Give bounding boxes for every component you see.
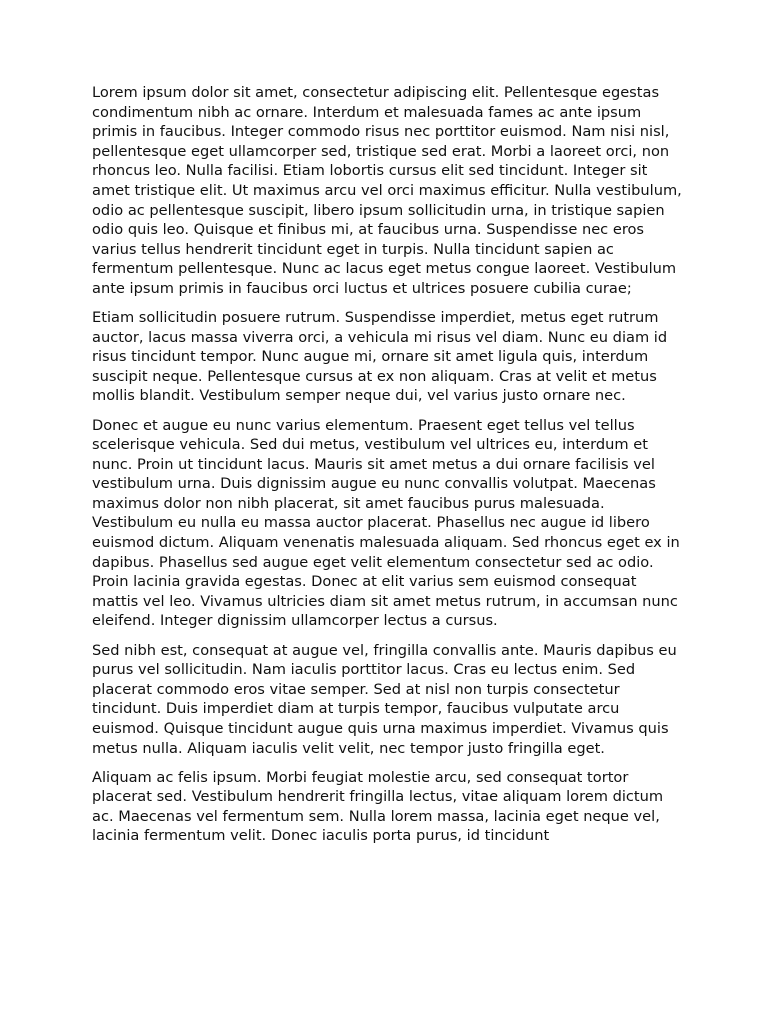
paragraph-4: Sed nibh est, consequat at augue vel, fringilla convallis ante. Mauris dapibus eu purus vel sollicitudin. Nam iaculis porttitor lacus. Cras eu lectus enim. Sed placerat commodo eros vitae semper. Sed at nisl non turpis consectetur tincidunt. Duis imperdiet diam at turpis tempor, faucibus vulputate arcu euismod. Quisque tincidunt augue quis urna maximus imperdiet. Vivamus quis metus nulla. Aliquam iaculis velit velit, nec tempor justo fringilla eget. [92, 641, 677, 757]
document-page [92, 83, 682, 933]
paragraph-5: Aliquam ac felis ipsum. Morbi feugiat molestie arcu, sed consequat tortor placerat sed. Vestibulum hendrerit fringilla lectus, vitae aliquam lorem dictum ac. Maecenas vel fermentum sem. Nulla lorem massa, lacinia eget neque vel, lacinia fermentum velit. Donec iaculis porta purus, id tincidunt [92, 768, 664, 845]
paragraph-1: Lorem ipsum dolor sit amet, consectetur adipiscing elit. Pellentesque egestas condimentum nibh ac ornare. Interdum et malesuada fames ac ante ipsum primis in faucibus. Integer commodo risus nec porttitor euismod. Nam nisi nisl, pellentesque eget ullamcorper sed, tristique sed erat. Morbi a laoreet orci, non rhoncus leo. Nulla facilisi. Etiam lobortis cursus elit sed tincidunt. Integer sit amet tristique elit. Ut maximus arcu vel orci maximus efficitur. Nulla vestibulum, odio ac pellentesque suscipit, libero ipsum sollicitudin urna, in tristique sapien odio quis leo. Quisque et finibus mi, at faucibus urna. Suspendisse nec eros varius tellus hendrerit tincidunt eget in turpis. Nulla tincidunt sapien ac fermentum pellentesque. Nunc ac lacus eget metus congue laoreet. Vestibulum ante ipsum primis in faucibus orci luctus et ultrices posuere cubilia curae; [92, 84, 682, 297]
paragraph-3: Donec et augue eu nunc varius elementum. Praesent eget tellus vel tellus scelerisque vehicula. Sed dui metus, vestibulum vel ultrices eu, interdum et nunc. Proin ut tincidunt lacus. Mauris sit amet metus a dui ornare facilisis vel vestibulum urna. Duis dignissim augue eu nunc convallis volutpat. Maecenas maximus dolor non nibh placerat, sit amet faucibus purus malesuada. Vestibulum eu nulla eu massa auctor placerat. Phasellus nec augue id libero euismod dictum. Aliquam venenatis malesuada aliquam. Sed rhoncus eget ex in dapibus. Phasellus sed augue eget velit elementum consectetur sed ac odio. Proin lacinia gravida egestas. Donec at elit varius sem euismod consequat mattis vel leo. Vivamus ultricies diam sit amet metus rutrum, in accumsan nunc eleifend. Integer dignissim ullamcorper lectus a cursus. [92, 416, 680, 630]
paragraph-2: Etiam sollicitudin posuere rutrum. Suspendisse imperdiet, metus eget rutrum auctor, lacus massa viverra orci, a vehicula mi risus vel diam. Nunc eu diam id risus tincidunt tempor. Nunc augue mi, ornare sit amet ligula quis, interdum suscipit neque. Pellentesque cursus at ex non aliquam. Cras at velit et metus mollis blandit. Vestibulum semper neque dui, vel varius justo ornare nec. [92, 309, 668, 405]
